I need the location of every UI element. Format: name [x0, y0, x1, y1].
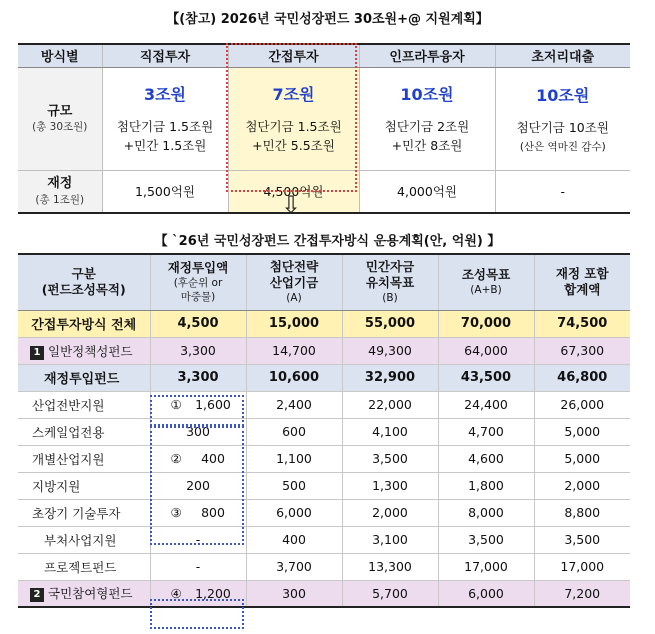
finance-infra: 4,000억원: [359, 170, 495, 213]
table-row: [18, 418, 630, 445]
scale-direct-cell: [102, 67, 228, 170]
value-cell: 1,300: [342, 472, 438, 499]
row-marker: ④: [170, 585, 182, 601]
value-cell: 8,800: [534, 499, 630, 526]
value-cell: [150, 580, 246, 607]
value-text: 1,200: [195, 585, 231, 601]
value-cell: 4,700: [438, 418, 534, 445]
row-label-text: 산업전반지원: [32, 397, 105, 413]
header-sub: (B): [382, 292, 398, 305]
indirect-plan-title: 【 `26년 국민성장펀드 간접투자방식 운용계획(안, 억원) 】: [154, 234, 501, 249]
detail-line: 첨단기금 1.5조원: [245, 118, 342, 134]
header-method: 방식별: [18, 44, 102, 67]
value-cell: 55,000: [342, 310, 438, 337]
row-label-text: 프로젝트펀드: [44, 559, 117, 575]
amount: 10조원: [536, 85, 590, 105]
header-sub: (A): [286, 292, 302, 305]
finance-sub: (총 1조원): [35, 193, 85, 206]
table-row: [18, 364, 630, 391]
value-cell: 5,000: [534, 445, 630, 472]
value-cell: 3,300: [150, 337, 246, 364]
value-cell: 26,000: [534, 391, 630, 418]
header-main: 재정 포함 합계액: [555, 266, 609, 298]
row-label-text: 지방지원: [32, 478, 81, 494]
value-cell: 2,400: [246, 391, 342, 418]
header-direct: 직접투자: [102, 44, 228, 67]
row-label-text: 재정투입펀드: [44, 372, 120, 387]
table-row: [18, 310, 630, 337]
value-cell: 67,300: [534, 337, 630, 364]
value-cell: 7,200: [534, 580, 630, 607]
value-cell: 4,500: [150, 310, 246, 337]
value-cell: 3,500: [534, 526, 630, 553]
value-cell: 600: [246, 418, 342, 445]
plan-title: 【(참고) 2026년 국민성장펀드 30조원+@ 지원계획】: [166, 12, 489, 27]
table-header-row: [18, 44, 630, 67]
row-label: [18, 580, 150, 607]
row-label-text: 간접투자방식 전체: [31, 318, 137, 333]
value-cell: 70,000: [438, 310, 534, 337]
row-label-text: 개별산업지원: [32, 451, 105, 467]
finance-label: 재정: [47, 176, 73, 192]
finance-indirect: 4,500억원: [228, 170, 359, 213]
table-row: [18, 526, 630, 553]
value-cell: -: [150, 526, 246, 553]
row-badge: 2: [30, 588, 44, 602]
value-cell: 200: [150, 472, 246, 499]
value-cell: 6,000: [438, 580, 534, 607]
value-cell: 17,000: [438, 553, 534, 580]
row-label: [18, 472, 150, 499]
table-row: [18, 472, 630, 499]
header-total: [534, 254, 630, 310]
header-main: 구분 (펀드조성목적): [41, 266, 126, 298]
header-sub: (A+B): [470, 284, 502, 297]
value-cell: 2,000: [534, 472, 630, 499]
value-cell: 3,100: [342, 526, 438, 553]
value-cell: 8,000: [438, 499, 534, 526]
finance-loan: -: [495, 170, 630, 213]
table-row: [18, 67, 630, 170]
value-cell: 6,000: [246, 499, 342, 526]
row-label: [18, 445, 150, 472]
header-fund-a: [246, 254, 342, 310]
value-cell: 3,500: [342, 445, 438, 472]
value-cell: 5,700: [342, 580, 438, 607]
amount: 7조원: [272, 84, 315, 104]
scale-label: 규모: [47, 103, 73, 119]
amount: 10조원: [400, 84, 454, 104]
row-label: [18, 553, 150, 580]
header-main: 민간자금 유치목표: [365, 258, 415, 291]
value-cell: 15,000: [246, 310, 342, 337]
table-row: [18, 445, 630, 472]
value-cell: 3,700: [246, 553, 342, 580]
row-label: [18, 391, 150, 418]
table-row: [18, 580, 630, 607]
header-category: [18, 254, 150, 310]
row-label-text: 국민참여형펀드: [48, 586, 133, 602]
row-label: [18, 499, 150, 526]
value-cell: 1,800: [438, 472, 534, 499]
detail-line: 첨단기금 1.5조원: [116, 118, 214, 134]
header-target: [438, 254, 534, 310]
detail-line: 첨단기금 10조원: [516, 119, 609, 135]
detail-note: (산은 역마진 감수): [519, 141, 606, 154]
value-cell: 500: [246, 472, 342, 499]
scale-indirect-cell: [228, 67, 359, 170]
header-indirect: 간접투자: [228, 44, 359, 67]
value-cell: 49,300: [342, 337, 438, 364]
header-main: 첨단전략 산업기금: [269, 258, 319, 291]
detail-line: 첨단기금 2조원: [384, 118, 470, 134]
row-label: [18, 310, 150, 337]
table-row: [18, 553, 630, 580]
value-cell: 74,500: [534, 310, 630, 337]
header-fiscal-input: [150, 254, 246, 310]
value-cell: 64,000: [438, 337, 534, 364]
finance-direct: 1,500억원: [102, 170, 228, 213]
scale-loan-cell: [495, 67, 630, 170]
value-cell: 400: [246, 526, 342, 553]
detail-line: +민간 8조원: [391, 138, 463, 153]
value-cell: 43,500: [438, 364, 534, 391]
row-label: [18, 337, 150, 364]
value-cell: 17,000: [534, 553, 630, 580]
value-cell: 300: [150, 418, 246, 445]
header-infra: 인프라투융자: [359, 44, 495, 67]
value-cell: 3,500: [438, 526, 534, 553]
scale-infra-cell: [359, 67, 495, 170]
value-cell: 1,100: [246, 445, 342, 472]
row-header-scale: [18, 67, 102, 170]
value-cell: 300: [246, 580, 342, 607]
value-text: 800: [201, 505, 225, 520]
value-cell: [150, 445, 246, 472]
table-row: [18, 499, 630, 526]
header-main: 재정투입액: [167, 259, 229, 275]
row-header-finance: [18, 170, 102, 213]
table-row: [18, 391, 630, 418]
value-text: 1,600: [195, 397, 231, 412]
value-cell: 24,400: [438, 391, 534, 418]
row-label: [18, 526, 150, 553]
row-marker: ③: [170, 505, 182, 520]
row-label-text: 스케일업전용: [32, 424, 105, 440]
table-header-row: [18, 254, 630, 310]
row-label-text: 일반정책성펀드: [48, 343, 133, 359]
value-cell: 10,600: [246, 364, 342, 391]
header-loan: 초저리대출: [495, 44, 630, 67]
value-cell: 22,000: [342, 391, 438, 418]
detail-line: +민간 5.5조원: [252, 138, 335, 153]
header-private-b: [342, 254, 438, 310]
indirect-plan-table: [18, 253, 630, 608]
table-row: [18, 170, 630, 213]
header-main: 조성목표: [461, 267, 511, 283]
row-badge: 1: [30, 346, 44, 360]
value-cell: [150, 391, 246, 418]
value-cell: 46,800: [534, 364, 630, 391]
value-cell: -: [150, 553, 246, 580]
row-label-text: 부처사업지원: [44, 532, 117, 548]
value-cell: 32,900: [342, 364, 438, 391]
value-cell: 14,700: [246, 337, 342, 364]
scale-sub: (총 30조원): [32, 121, 88, 134]
value-cell: 5,000: [534, 418, 630, 445]
row-label-text: 초장기 기술투자: [32, 505, 121, 521]
value-cell: 4,600: [438, 445, 534, 472]
value-cell: 2,000: [342, 499, 438, 526]
value-text: 400: [201, 451, 225, 466]
value-cell: 4,100: [342, 418, 438, 445]
support-plan-table: [18, 43, 630, 214]
value-cell: [150, 499, 246, 526]
row-marker: ①: [170, 397, 182, 412]
value-cell: 13,300: [342, 553, 438, 580]
value-cell: 3,300: [150, 364, 246, 391]
table-row: [18, 337, 630, 364]
row-marker: ②: [170, 451, 182, 466]
detail-line: +민간 1.5조원: [123, 138, 207, 153]
row-label: [18, 418, 150, 445]
down-arrow-icon: ⇩: [281, 191, 302, 219]
row-label: [18, 364, 150, 391]
header-sub: (후순위 or 마중물): [173, 277, 223, 304]
amount: 3조원: [143, 84, 187, 104]
